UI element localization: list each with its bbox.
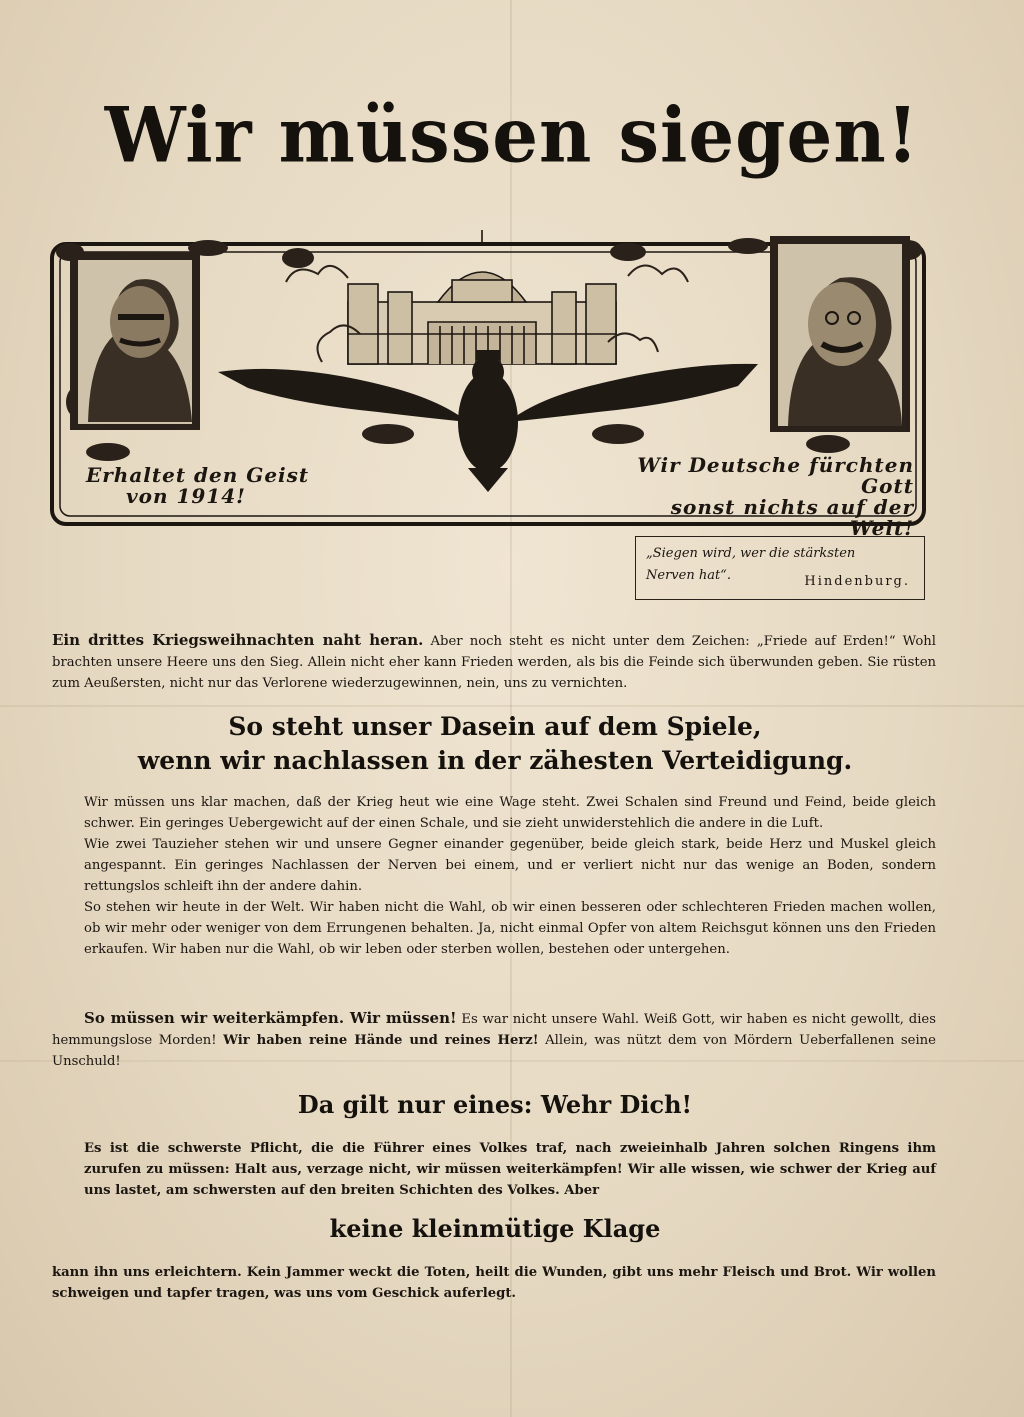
quote-line1: „Siegen wird, wer die stärksten — [646, 546, 856, 561]
heading-dasein-line2: wenn wir nachlassen in der zähesten Verteidigung. — [137, 746, 853, 775]
body-para-wage: Wir müssen uns klar machen, daß der Krieg heut wie eine Wage steht. Zwei Schalen sind Freund und Feind, beide gleich schwer. Ein geringes Uebergewicht auf der einen Schale, und sie zieht unwiderstehlich die andere in die Luft. — [84, 795, 936, 831]
illustrated-banner — [48, 222, 928, 540]
reichstag-building-icon — [348, 230, 616, 364]
intro-paragraph — [52, 630, 936, 694]
body-paragraph-1 — [52, 792, 936, 960]
intro-lead: Ein drittes Kriegsweihnachten naht heran. — [52, 631, 424, 649]
body-para-tauzieher: Wie zwei Tauzieher stehen wir und unsere Gegner einander gegenüber, beide gleich stark, beide Herz und Muskel gleich angespannt. Ein geringes Nachlassen der Nerven bei einem, und er verliert nicht nur das wenige an Boden, sondern rettungslos schleift ihn der andere dahin. — [84, 837, 936, 894]
body-para-welt: So stehen wir heute in der Welt. Wir haben nicht die Wahl, ob wir einen besseren oder schlechteren Frieden machen wollen, ob wir mehr oder weniger von dem Errungenen behalten. Ja, nicht einmal Opfer von altem Reichsgut können uns den Frieden erkaufen. Wir haben nur die Wahl, ob wir leben oder sterben wollen, bestehen oder untergehen. — [84, 900, 936, 957]
body2-bold: Wir haben reine Hände und reines Herz! — [223, 1033, 539, 1048]
hindenburg-quote-box — [635, 536, 925, 600]
body-paragraph-2 — [52, 1008, 936, 1072]
portrait-left-icon — [70, 252, 200, 430]
motto-left-line2: von 1914! — [126, 484, 246, 508]
motto-right-line1: Wir Deutsche fürchten Gott — [637, 453, 914, 498]
body2-lead: So müssen wir weiterkämpfen. Wir müssen! — [84, 1009, 457, 1027]
body4-text: kann ihn uns erleichtern. Kein Jammer weckt die Toten, heilt die Wunden, gibt uns mehr Fleisch und Brot. Wir wollen schweigen und tapfer tragen, was uns vom Geschick auferlegt. — [52, 1265, 936, 1301]
motto-right-line2: sonst nichts auf der Welt! — [670, 495, 914, 540]
body-paragraph-3 — [52, 1138, 936, 1201]
body-paragraph-4 — [52, 1262, 936, 1304]
quote-author: Hindenburg. — [804, 574, 910, 589]
body2-mid: Es war nicht unsere Wahl. Weiß Gott, wir haben es nicht gewollt, dies hemmungslose Morden! — [52, 1012, 936, 1048]
intro-text: Aber noch steht es nicht unter dem Zeichen: „Friede auf Erden!“ Wohl brachten unsere Heere uns den Sieg. Allein nicht eher kann Frieden werden, als bis die Feinde sich überwunden geben. Sie rüsten zum Aeußersten, nicht nur das Verlorene wiederzugewinnen, nein, uns zu vernichten. — [52, 634, 936, 691]
motto-left-line1: Erhaltet den Geist — [86, 463, 310, 487]
heading-dasein-line1: So steht unser Dasein auf dem Spiele, — [228, 712, 762, 741]
quote-line2: Nerven hat“. — [646, 568, 731, 583]
portrait-right-icon — [770, 236, 910, 432]
heading-dasein — [0, 710, 990, 778]
fold-crease-vertical — [510, 0, 512, 1417]
body3-text: Es ist die schwerste Pflicht, die die Führer eines Volkes traf, nach zweieinhalb Jahren solchen Ringens ihm zurufen zu müssen: Halt aus, verzage nicht, wir müssen weiterkämpfen! Wir alle wissen, wie schwer der Krieg auf uns lastet, am schwersten auf den breiten Schichten des Volkes. Aber — [84, 1141, 936, 1198]
heading-klage: keine kleinmütige Klage — [329, 1214, 661, 1243]
motto-left — [86, 465, 366, 507]
heading-wehr-dich: Da gilt nur eines: Wehr Dich! — [297, 1090, 693, 1119]
body2-rest: Allein, was nützt dem von Mördern Ueberfallenen seine Unschuld! — [52, 1033, 936, 1069]
fold-crease-horizontal — [0, 705, 1024, 707]
page-title: Wir müssen siegen! — [104, 89, 920, 180]
motto-right — [614, 455, 914, 539]
